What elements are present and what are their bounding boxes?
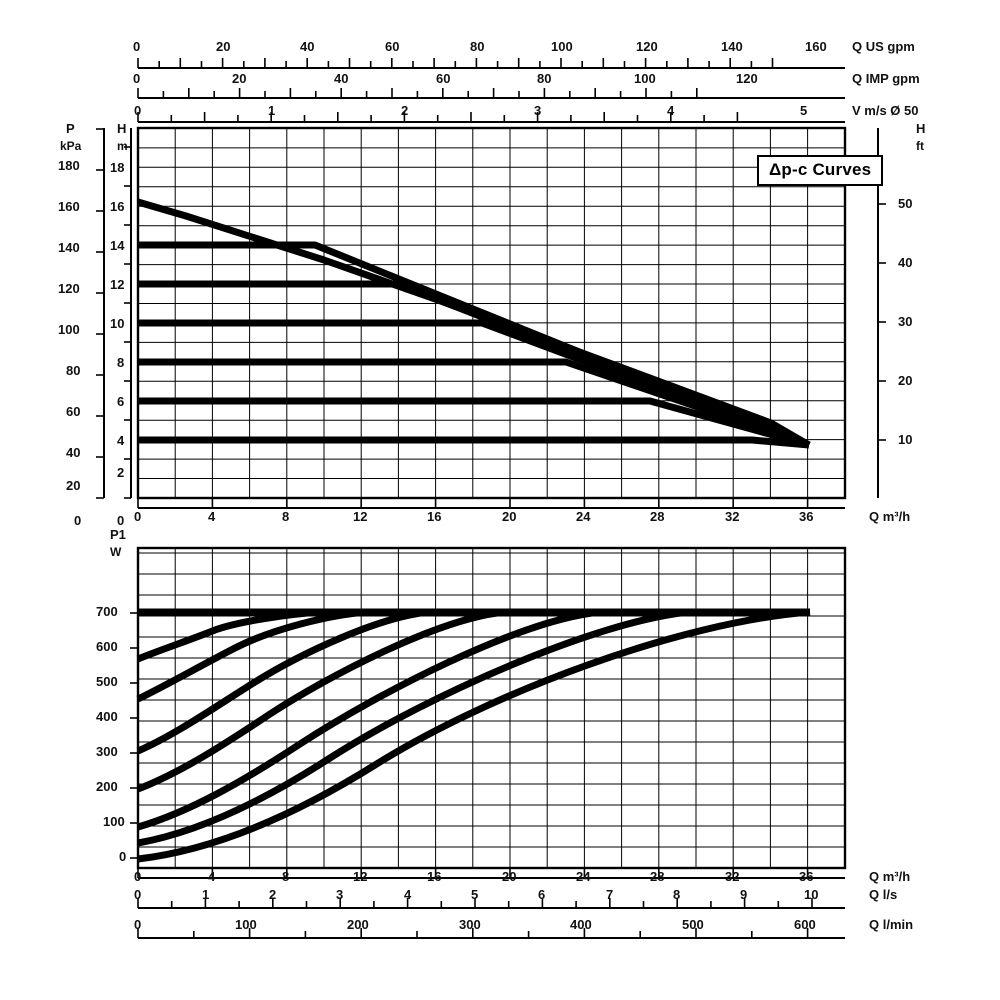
tick-usgpm-20: 20 (216, 39, 231, 54)
tick-hft-30: 30 (898, 314, 913, 329)
tick-q2-32: 32 (725, 869, 740, 884)
tick-vms-5: 5 (800, 103, 808, 118)
tick-q2-12: 12 (353, 869, 368, 884)
tick-kpa-0: 0 (74, 513, 82, 528)
tick-kpa-40: 40 (66, 445, 81, 460)
tick-hm-16: 16 (110, 199, 125, 214)
tick-q1-32: 32 (725, 509, 740, 524)
tick-hft-50: 50 (898, 196, 913, 211)
tick-kpa-160: 160 (58, 199, 80, 214)
tick-hm-14: 14 (110, 238, 125, 253)
axis-label-q-m3h-top: Q m³/h (869, 509, 911, 524)
tick-kpa-120: 120 (58, 281, 80, 296)
axis-label-p1: P1 (110, 527, 126, 542)
tick-p1-600: 600 (96, 639, 118, 654)
tick-impgpm-60: 60 (436, 71, 451, 86)
bottom-chart-grid (138, 548, 845, 868)
curve-3m (138, 440, 809, 445)
axis-label-q-ls: Q l/s (869, 887, 898, 902)
tick-q2-20: 20 (502, 869, 517, 884)
tick-q1-24: 24 (576, 509, 591, 524)
tick-qlmin-200: 200 (347, 917, 369, 932)
axis-label-usgpm: Q US gpm (852, 39, 915, 54)
tick-qlmin-0: 0 (134, 917, 142, 932)
axis-label-ft: ft (916, 139, 924, 153)
tick-qlmin-100: 100 (235, 917, 257, 932)
tick-p1-200: 200 (96, 779, 118, 794)
tick-hm-10: 10 (110, 316, 125, 331)
tick-usgpm-60: 60 (385, 39, 400, 54)
tick-qlmin-300: 300 (459, 917, 481, 932)
bottom-chart-curves (138, 612, 810, 859)
tick-p1-400: 400 (96, 709, 118, 724)
tick-q2-4: 4 (208, 869, 216, 884)
tick-impgpm-120: 120 (736, 71, 758, 86)
axis-label-m: m (117, 139, 128, 153)
tick-impgpm-40: 40 (334, 71, 349, 86)
tick-usgpm-0: 0 (133, 39, 141, 54)
power-c6 (138, 612, 690, 843)
tick-hm-2: 2 (117, 465, 125, 480)
tick-kpa-60: 60 (66, 404, 81, 419)
tick-kpa-80: 80 (66, 363, 81, 378)
tick-q1-8: 8 (282, 509, 290, 524)
tick-q1-4: 4 (208, 509, 216, 524)
tick-usgpm-160: 160 (805, 39, 827, 54)
tick-q1-16: 16 (427, 509, 442, 524)
tick-q1-20: 20 (502, 509, 517, 524)
tick-kpa-180: 180 (58, 158, 80, 173)
tick-usgpm-120: 120 (636, 39, 658, 54)
tick-qls-1: 1 (202, 887, 210, 902)
top-left-ticks (96, 129, 131, 498)
tick-hft-40: 40 (898, 255, 913, 270)
tick-hm-8: 8 (117, 355, 125, 370)
tick-qls-5: 5 (471, 887, 479, 902)
tick-impgpm-0: 0 (133, 71, 141, 86)
tick-qls-0: 0 (134, 887, 142, 902)
curve-9m (138, 323, 809, 445)
tick-kpa-100: 100 (58, 322, 80, 337)
tick-qls-2: 2 (269, 887, 277, 902)
tick-p1-0: 0 (119, 849, 127, 864)
power-c3 (138, 612, 430, 751)
tick-qls-10: 10 (804, 887, 819, 902)
tick-kpa-20: 20 (66, 478, 81, 493)
tick-usgpm-40: 40 (300, 39, 315, 54)
tick-impgpm-20: 20 (232, 71, 247, 86)
tick-p1-500: 500 (96, 674, 118, 689)
top-bottom-ticks (138, 498, 845, 508)
tick-qls-6: 6 (538, 887, 546, 902)
tick-q1-28: 28 (650, 509, 665, 524)
tick-p1-300: 300 (96, 744, 118, 759)
tick-usgpm-100: 100 (551, 39, 573, 54)
tick-qlmin-500: 500 (682, 917, 704, 932)
tick-vms-2: 2 (401, 103, 409, 118)
top-chart-curves (138, 202, 809, 445)
tick-q2-24: 24 (576, 869, 591, 884)
tick-hm-0: 0 (117, 513, 125, 528)
tick-q2-0: 0 (134, 869, 142, 884)
axis-label-q-lmin: Q l/min (869, 917, 914, 932)
tick-q1-12: 12 (353, 509, 368, 524)
axis-label-q-m3h-bottom: Q m³/h (869, 869, 911, 884)
axis-label-h-right: H (916, 121, 926, 136)
tick-q2-16: 16 (427, 869, 442, 884)
tick-p1-700: 700 (96, 604, 118, 619)
tick-qls-7: 7 (606, 887, 614, 902)
axis-label-kpa: kPa (60, 139, 82, 153)
tick-usgpm-140: 140 (721, 39, 743, 54)
top-right-ticks (878, 204, 886, 440)
tick-qls-3: 3 (336, 887, 344, 902)
tick-q1-36: 36 (799, 509, 814, 524)
tick-hm-18: 18 (110, 160, 125, 175)
tick-p1-100: 100 (103, 814, 125, 829)
tick-hm-12: 12 (110, 277, 125, 292)
axis-label-vms: V m/s Ø 50 (852, 103, 919, 118)
tick-impgpm-80: 80 (537, 71, 552, 86)
tick-vms-1: 1 (268, 103, 276, 118)
tick-vms-4: 4 (667, 103, 675, 118)
tick-impgpm-100: 100 (634, 71, 656, 86)
tick-qls-8: 8 (673, 887, 681, 902)
tick-qlmin-600: 600 (794, 917, 816, 932)
tick-qlmin-400: 400 (570, 917, 592, 932)
axis-label-h: H (117, 121, 127, 136)
tick-usgpm-80: 80 (470, 39, 485, 54)
tick-q2-8: 8 (282, 869, 290, 884)
axis-label-p: P (66, 121, 75, 136)
tick-vms-3: 3 (534, 103, 542, 118)
tick-qls-4: 4 (404, 887, 412, 902)
tick-q1-0: 0 (134, 509, 142, 524)
axis-label-impgpm: Q IMP gpm (852, 71, 920, 86)
chart-title-badge: Δp-c Curves (757, 155, 883, 186)
tick-q2-36: 36 (799, 869, 814, 884)
tick-hft-10: 10 (898, 432, 913, 447)
tick-qls-9: 9 (740, 887, 748, 902)
tick-hft-20: 20 (898, 373, 913, 388)
tick-vms-0: 0 (134, 103, 142, 118)
axis-label-w: W (110, 545, 122, 559)
tick-hm-6: 6 (117, 394, 125, 409)
tick-kpa-140: 140 (58, 240, 80, 255)
power-c5 (138, 612, 600, 827)
tick-hm-4: 4 (117, 433, 125, 448)
tick-q2-28: 28 (650, 869, 665, 884)
